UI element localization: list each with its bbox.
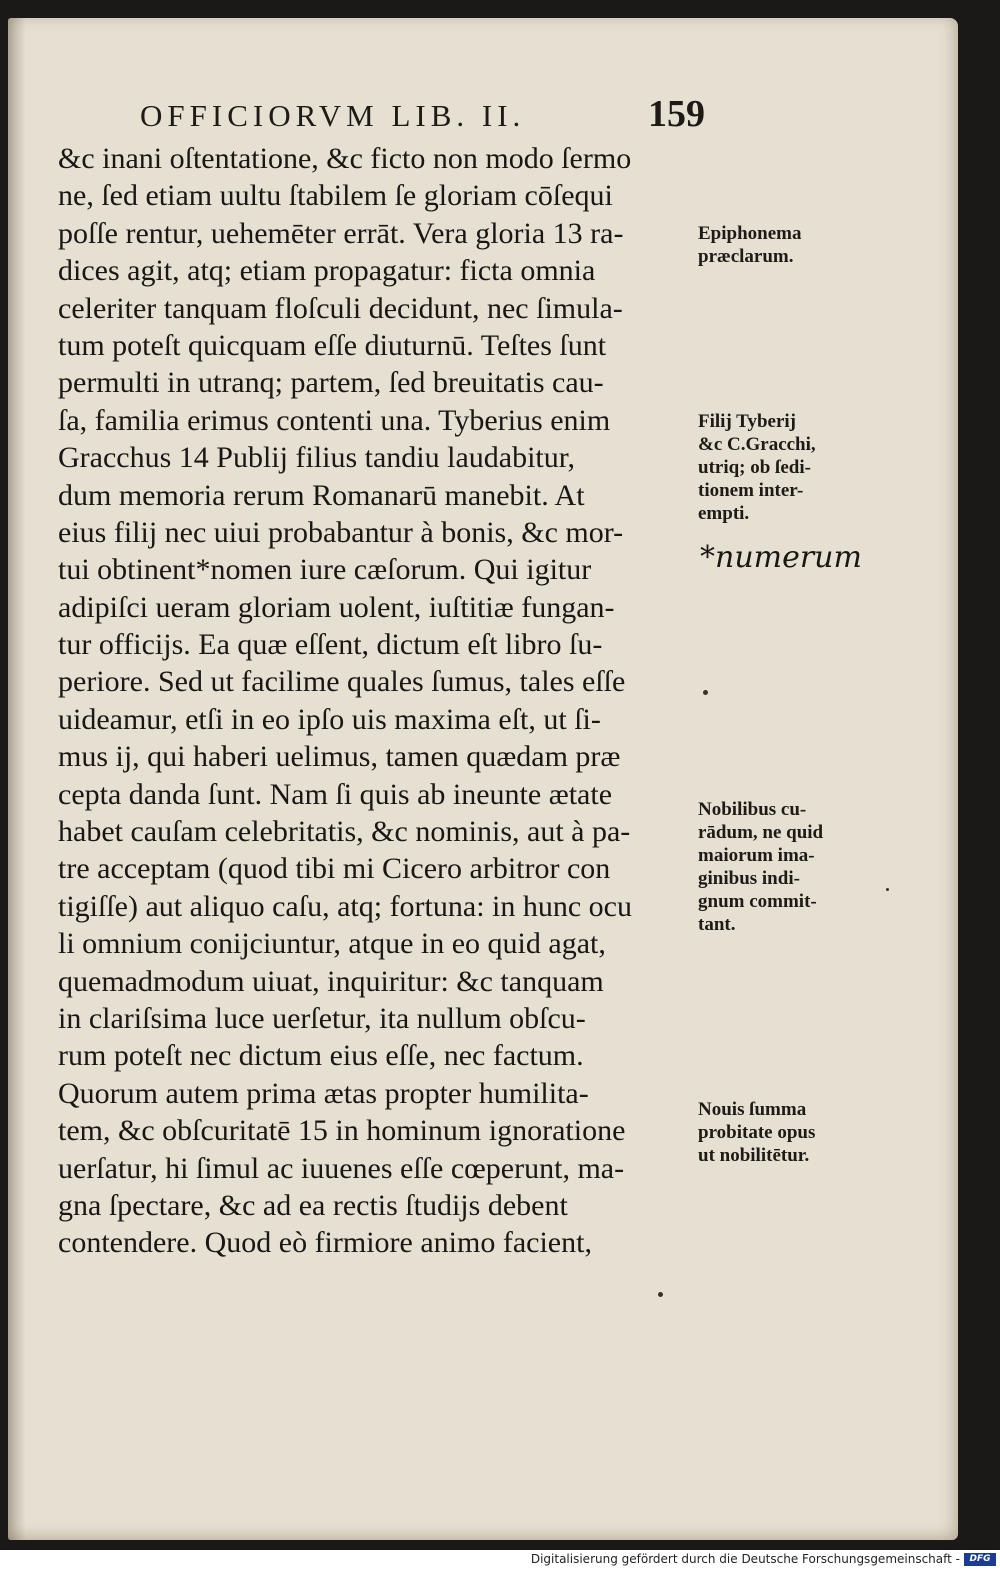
margin-note-line: ginibus indi- bbox=[698, 868, 800, 889]
text-line: tem, &c obſcuritatē 15 in hominum ignoratione bbox=[58, 1114, 626, 1148]
text-line: Quorum autem prima ætas propter humilita- bbox=[58, 1076, 589, 1110]
margin-note-line: præclarum. bbox=[698, 246, 794, 267]
handwritten-annotation: *numerum bbox=[700, 540, 862, 575]
margin-note-line: ut nobilitētur. bbox=[698, 1145, 810, 1166]
margin-note-line: probitate opus bbox=[698, 1122, 816, 1143]
running-header bbox=[140, 92, 705, 136]
dfg-logo: DFG bbox=[964, 1553, 996, 1566]
running-title: OFFICIORVM LIB. II. bbox=[140, 98, 526, 133]
text-line: celeriter tanquam floſculi decidunt, nec ſimula- bbox=[58, 291, 623, 325]
margin-note-gracchi bbox=[698, 410, 873, 525]
funding-credit: Digitalisierung gefördert durch die Deutsche Forschungsgemeinschaft - bbox=[530, 1552, 960, 1566]
margin-note-line: tionem inter- bbox=[698, 480, 804, 501]
text-line: cepta danda ſunt. Nam ſi quis ab ineunte ætate bbox=[58, 777, 613, 811]
text-line: tui obtinent*nomen iure cæſorum. Qui igitur bbox=[58, 553, 592, 587]
text-line: adipiſci ueram gloriam uolent, iuſtitiæ fungan- bbox=[58, 590, 615, 624]
text-line: tum poteſt quicquam eſſe diuturnū. Teſtes ſunt bbox=[58, 328, 607, 362]
margin-note-line: Nouis ſumma bbox=[698, 1099, 807, 1120]
text-line: periore. Sed ut facilime quales ſumus, tales eſſe bbox=[58, 665, 626, 699]
text-line: habet cauſam celebritatis, &c nominis, aut à pa- bbox=[58, 815, 631, 849]
text-line: dices agit, atq; etiam propagatur: ficta omnia bbox=[58, 254, 596, 288]
margin-note-line: rādum, ne quid bbox=[698, 822, 824, 843]
text-line: uerſatur, hi ſimul ac iuuenes eſſe cœperunt, ma- bbox=[58, 1151, 625, 1185]
text-line: rum poteſt nec dictum eius eſſe, nec factum. bbox=[58, 1039, 584, 1073]
ink-speck bbox=[658, 1292, 663, 1297]
margin-note-line: maiorum ima- bbox=[698, 845, 815, 866]
text-line: ne, ſed etiam uultu ſtabilem ſe gloriam cōſequi bbox=[58, 179, 613, 213]
ink-speck bbox=[886, 888, 889, 891]
text-line: permulti in utranq; partem, ſed breuitatis cau- bbox=[58, 366, 604, 400]
text-line: quemadmodum uiuat, inquiritur: &c tanquam bbox=[58, 964, 604, 998]
main-text-block bbox=[58, 140, 698, 1262]
text-line: mus ij, qui haberi uelimus, tamen quædam præ bbox=[58, 740, 621, 774]
margin-note-nouis bbox=[698, 1098, 873, 1167]
margin-note-epiphonema bbox=[698, 222, 873, 268]
text-line: contendere. Quod eò firmiore animo facient, bbox=[58, 1226, 592, 1260]
text-line: ſa, familia erimus contenti una. Tyberius enim bbox=[58, 403, 611, 437]
text-line: in clariſsima luce uerſetur, ita nullum obſcu- bbox=[58, 1001, 586, 1035]
margin-note-line: gnum commit- bbox=[698, 891, 817, 912]
margin-note-line: empti. bbox=[698, 503, 750, 524]
text-line: tigiſſe) aut aliquo caſu, atq; fortuna: in hunc ocu bbox=[58, 889, 632, 923]
text-line: uideamur, etſi in eo ipſo uis maxima eſt, ut ſi- bbox=[58, 702, 601, 736]
margin-note-line: Nobilibus cu- bbox=[698, 799, 807, 820]
text-line: poſſe rentur, uehemēter errāt. Vera gloria 13 ra- bbox=[58, 216, 624, 250]
text-line: gna ſpectare, &c ad ea rectis ſtudijs debent bbox=[58, 1188, 568, 1222]
text-line: eius filij nec uiui probabantur à bonis, &c mor- bbox=[58, 515, 624, 549]
text-line: &c inani oſtentatione, &c ficto non modo ſermo bbox=[58, 142, 632, 175]
text-line: tre acceptam (quod tibi mi Cicero arbitror con bbox=[58, 852, 611, 886]
margin-note-line: Filij Tyberij bbox=[698, 411, 796, 432]
text-line: tur officijs. Ea quæ eſſent, dictum eſt libro ſu- bbox=[58, 628, 603, 662]
margin-note-line: tant. bbox=[698, 914, 736, 935]
margin-note-line: &c C.Gracchi, bbox=[698, 434, 816, 455]
page-number: 159 bbox=[648, 93, 705, 135]
margin-note-line: Epiphonema bbox=[698, 223, 802, 244]
text-line: Gracchus 14 Publij filius tandiu laudabitur, bbox=[58, 441, 576, 475]
text-line: dum memoria rerum Romanarū manebit. At bbox=[58, 478, 585, 512]
ink-speck bbox=[703, 690, 708, 695]
margin-note-line: utriq; ob ſedi- bbox=[698, 457, 811, 478]
text-line: li omnium conijciuntur, atque in eo quid agat, bbox=[58, 927, 606, 961]
margin-note-nobilibus bbox=[698, 798, 873, 936]
